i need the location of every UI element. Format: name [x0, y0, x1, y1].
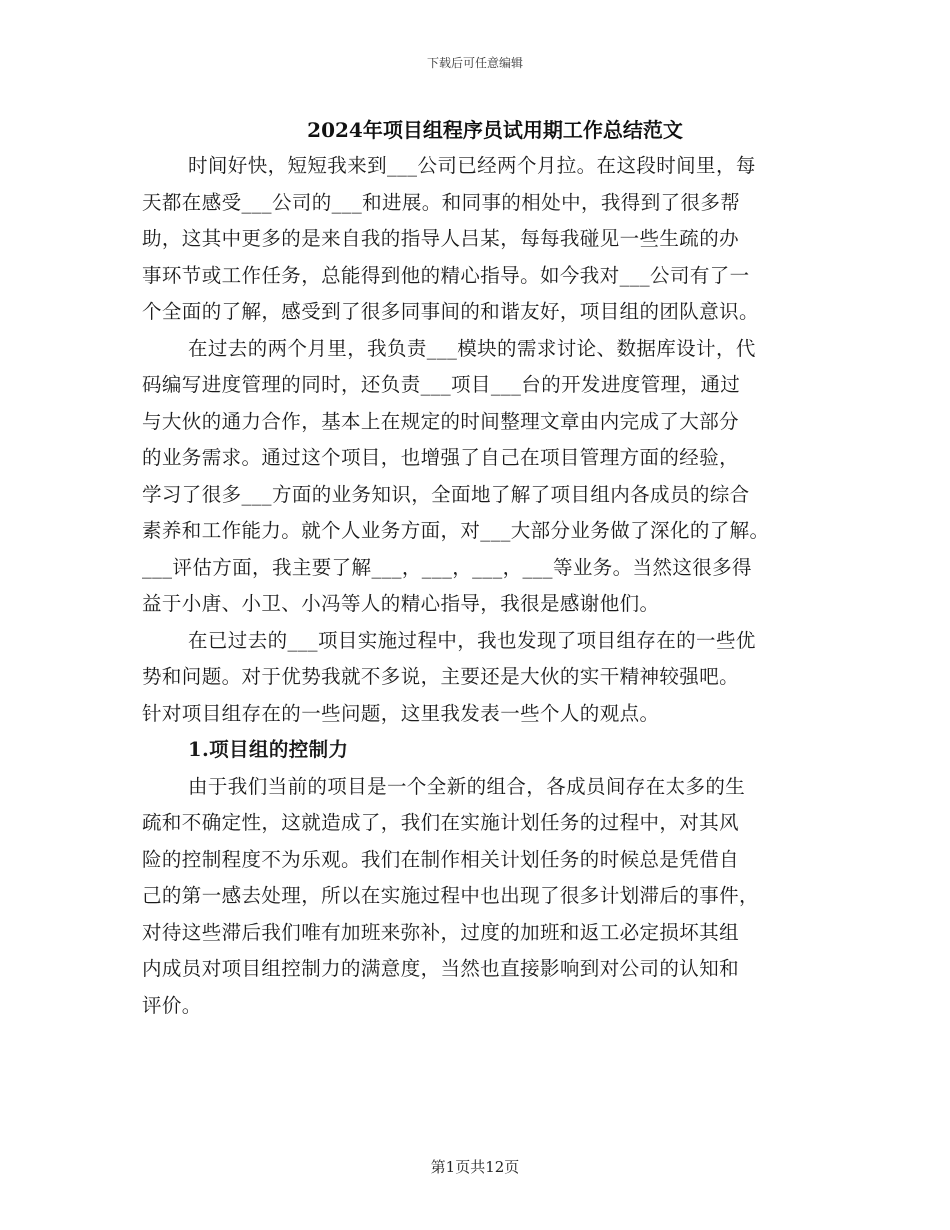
paragraph-line: 助，这其中更多的是来自我的指导人吕某，每每我碰见一些生疏的办	[142, 227, 740, 250]
paragraph-line: 素养和工作能力。就个人业务方面，对___大部分业务做了深化的了解。	[142, 519, 770, 542]
paragraph-line: 由于我们当前的项目是一个全新的组合，各成员间存在太多的生	[188, 774, 746, 798]
paragraph-line: 评价。	[142, 993, 202, 1017]
paragraph-line: 在过去的两个月里，我负责___模块的需求讨论、数据库设计，代	[188, 336, 756, 360]
paragraph-line: ___评估方面，我主要了解___，___，___，___等业务。当然这很多得	[142, 555, 752, 579]
paragraph-line: 势和问题。对于优势我就不多说，主要还是大伙的实干精神较强吧。	[142, 665, 740, 688]
paragraph-line: 事环节或工作任务，总能得到他的精心指导。如今我对___公司有了一	[142, 263, 750, 287]
paragraph-line: 天都在感受___公司的___和进展。和同事的相处中，我得到了很多帮	[142, 190, 741, 214]
paragraph-line: 学习了很多___方面的业务知识，全面地了解了项目组内各成员的综合	[142, 482, 750, 506]
paragraph-line: 己的第一感去处理，所以在实施过程中也出现了很多计划滞后的事件，	[142, 884, 759, 907]
paragraph-line: 险的控制程度不为乐观。我们在制作相关计划任务的时候总是凭借自	[142, 847, 740, 871]
paragraph-line: 益于小唐、小卫、小冯等人的精心指导，我很是感谢他们。	[142, 592, 660, 615]
document-title: 2024年项目组程序员试用期工作总结范文	[307, 118, 683, 142]
paragraph-line: 对待这些滞后我们唯有加班来弥补，过度的加班和返工必定损坏其组	[142, 920, 740, 944]
paragraph-line: 时间好快，短短我来到___公司已经两个月拉。在这段时间里，每	[188, 154, 756, 177]
paragraph-line: 的业务需求。通过这个项目，也增强了自己在项目管理方面的经验，	[142, 446, 740, 469]
header-note: 下载后可任意编辑	[426, 56, 523, 70]
paragraph-line: 在已过去的___项目实施过程中，我也发现了项目组存在的一些优	[188, 628, 756, 652]
paragraph-line: 与大伙的通力合作，基本上在规定的时间整理文章由内完成了大部分	[142, 409, 740, 433]
document-body	[142, 148, 812, 1024]
section-heading: 1.项目组的控制力	[188, 738, 349, 761]
paragraph-line: 针对项目组存在的一些问题，这里我发表一些个人的观点。	[142, 701, 660, 725]
paragraph-line: 内成员对项目组控制力的满意度，当然也直接影响到对公司的认知和	[142, 957, 740, 980]
paragraph-line: 个全面的了解，感受到了很多同事间的和谐友好，项目组的团队意识。	[142, 300, 759, 323]
paragraph-line: 码编写进度管理的同时，还负责___项目___台的开发进度管理，通过	[142, 373, 741, 396]
page-footer: 第1页共12页	[430, 1158, 520, 1176]
paragraph-line: 疏和不确定性，这就造成了，我们在实施计划任务的过程中，对其风	[142, 811, 740, 834]
